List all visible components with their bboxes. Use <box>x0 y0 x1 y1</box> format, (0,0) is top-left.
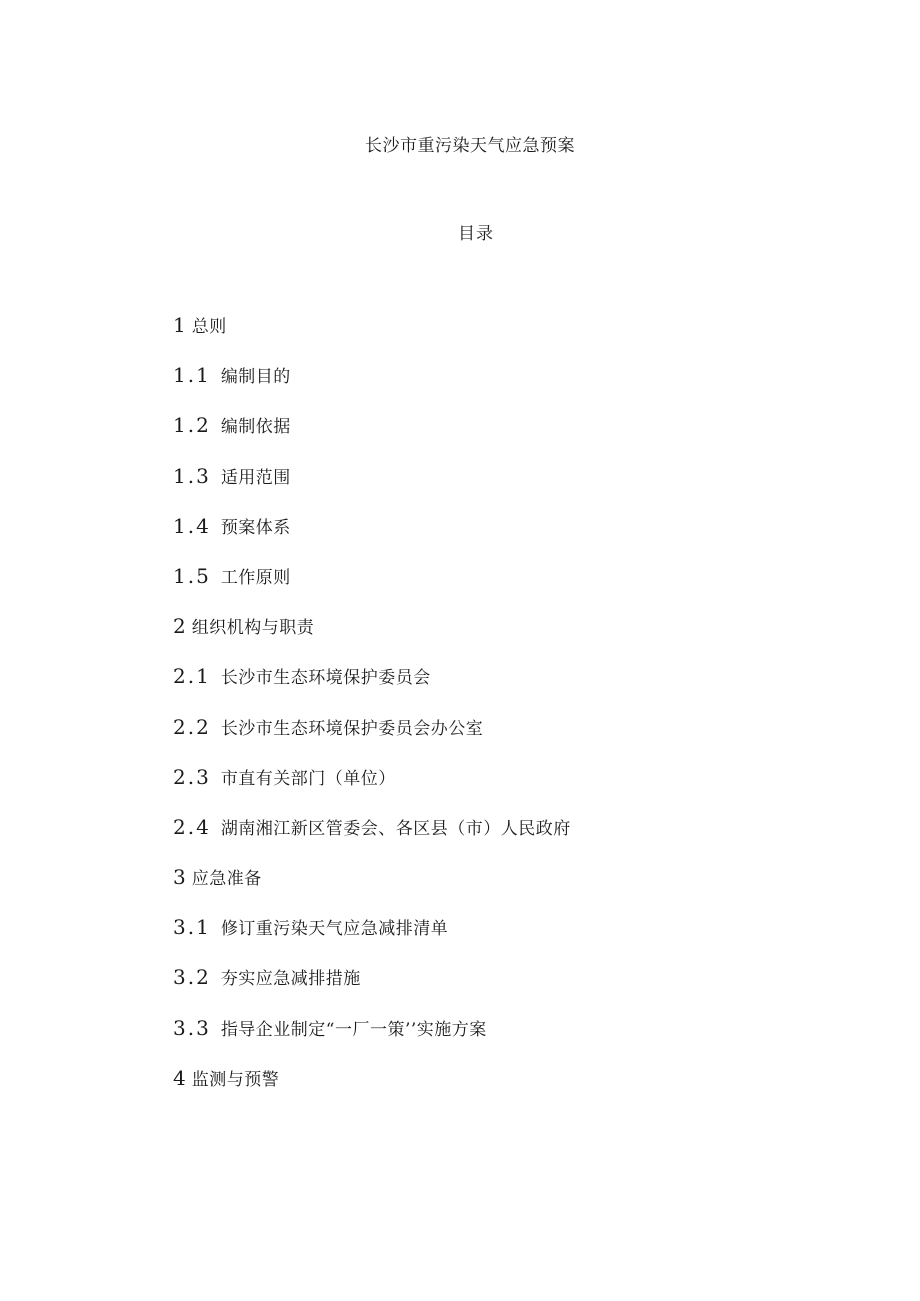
toc-entry[interactable] <box>173 513 571 563</box>
toc-entry-number: 2.4 <box>173 814 211 839</box>
toc-entry-text: 总则 <box>191 317 227 337</box>
toc-entry-text: 修订重污染天气应急减排清单 <box>220 919 449 940</box>
toc-entry-text: 湖南湘江新区管委会、各区县（市）人民政府 <box>220 818 571 839</box>
toc-entry-text: 夯实应急减排措施 <box>220 969 361 990</box>
toc-entry-number: 1.3 <box>173 463 211 488</box>
toc-entry-text: 组织机构与职责 <box>191 618 315 639</box>
toc-entry[interactable] <box>173 864 571 914</box>
toc-entry[interactable] <box>173 463 571 513</box>
toc-entry[interactable] <box>173 814 571 864</box>
toc-entry[interactable] <box>173 764 571 814</box>
toc-entry-number: 4 <box>173 1065 188 1090</box>
document-title: 长沙市重污染天气应急预案 <box>365 136 575 156</box>
toc-entry[interactable] <box>173 362 571 412</box>
toc-entry-text: 监测与预警 <box>191 1069 280 1090</box>
toc-entry-number: 2.3 <box>173 764 211 789</box>
toc-entry-number: 1.1 <box>173 363 211 388</box>
toc-entry-text: 编制目的 <box>220 367 291 388</box>
toc-entry-text: 市直有关部门（单位） <box>220 768 396 789</box>
toc-entry-number: 2 <box>173 614 188 639</box>
toc-entry-number: 1.4 <box>173 513 211 538</box>
toc-entry-number: 1.2 <box>173 413 211 438</box>
toc-entry-text: 长沙市生态环境保护委员会 <box>220 668 431 689</box>
toc-entry-number: 3.3 <box>173 1015 211 1040</box>
toc-entry-number: 3.2 <box>173 965 211 990</box>
toc-entry-text: 长沙市生态环境保护委员会办公室 <box>220 718 484 739</box>
toc-entry[interactable] <box>173 1065 571 1115</box>
toc-entry-number: 3.1 <box>173 915 211 940</box>
toc-entry-number: 2.1 <box>173 664 211 689</box>
toc-entry-text: 指导企业制定“一厂一策’’实施方案 <box>220 1019 487 1040</box>
toc-entry[interactable] <box>173 914 571 964</box>
toc-entry[interactable] <box>173 964 571 1014</box>
toc-entry-text: 应急准备 <box>191 869 262 890</box>
toc-entry-text: 编制依据 <box>220 417 291 438</box>
toc-heading: 目录 <box>458 224 494 244</box>
toc-entry-number: 1 <box>173 313 188 337</box>
toc-entry[interactable] <box>173 1015 571 1065</box>
toc-entry-text: 预案体系 <box>220 517 291 538</box>
toc-entry-number: 2.2 <box>173 714 211 739</box>
toc-entry[interactable] <box>173 714 571 764</box>
table-of-contents <box>173 312 571 1115</box>
toc-entry[interactable] <box>173 663 571 713</box>
toc-entry-text: 适用范围 <box>220 467 291 488</box>
toc-entry[interactable] <box>173 312 571 362</box>
toc-entry-number: 1.5 <box>173 563 211 588</box>
toc-entry-number: 3 <box>173 865 188 890</box>
toc-entry[interactable] <box>173 563 571 613</box>
toc-entry[interactable] <box>173 412 571 462</box>
toc-entry-text: 工作原则 <box>220 567 291 588</box>
toc-entry[interactable] <box>173 613 571 663</box>
